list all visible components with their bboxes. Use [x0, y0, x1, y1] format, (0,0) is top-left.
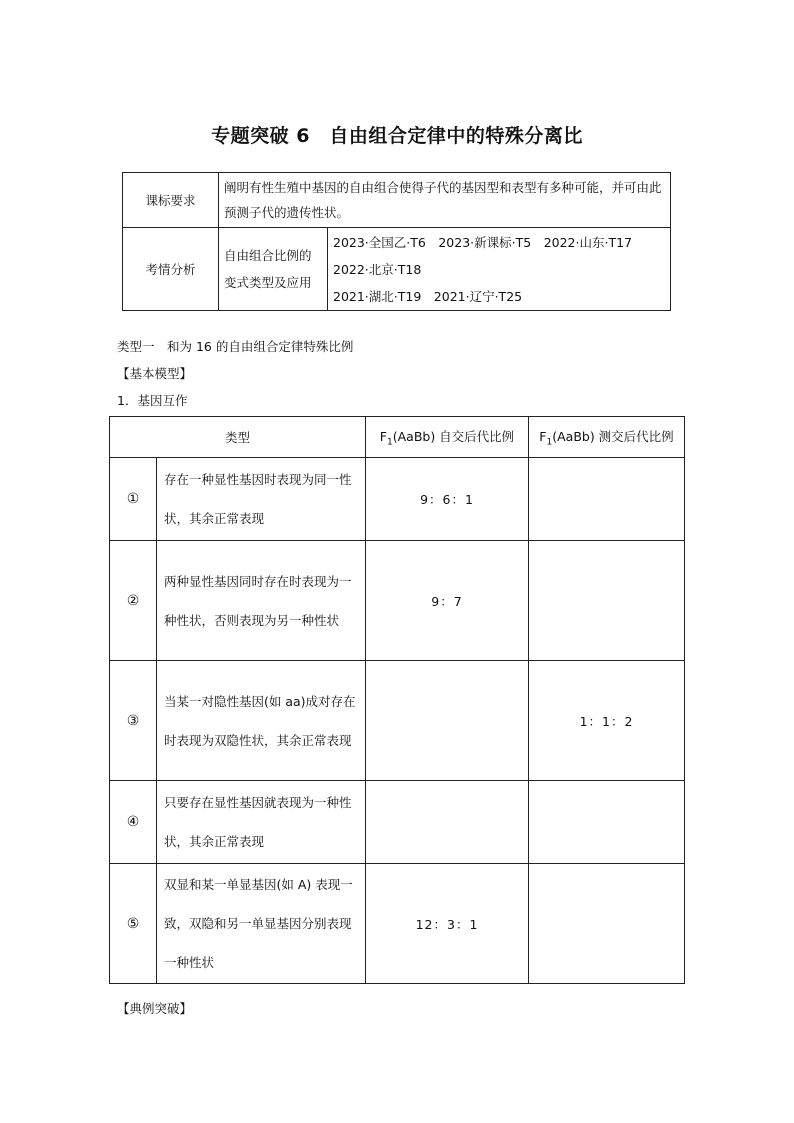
table-row — [110, 458, 685, 541]
testcross-ratio — [529, 781, 685, 864]
subsection-title: 1．基因互作 — [117, 393, 188, 408]
table-header-row — [110, 417, 685, 458]
testcross-ratio — [529, 541, 685, 661]
testcross-ratio: 1：1：2 — [529, 661, 685, 781]
analysis-row — [123, 228, 671, 311]
selfcross-ratio — [366, 661, 529, 781]
section-heading: 类型一 和为 16 的自由组合定律特殊比例 — [117, 339, 354, 354]
header-type: 类型 — [110, 417, 366, 458]
row-description: 当某一对隐性基因(如 aa)成对存在时表现为双隐性状，其余正常表现 — [157, 661, 366, 781]
basic-model-label: 【基本模型】 — [117, 366, 193, 381]
row-number: ① — [110, 458, 157, 541]
row-number: ③ — [110, 661, 157, 781]
analysis-source-line: 2022·北京·T18 — [333, 261, 422, 277]
curriculum-label: 课标要求 — [123, 173, 219, 228]
row-number: ⑤ — [110, 864, 157, 984]
row-description: 只要存在显性基因就表现为一种性状，其余正常表现 — [157, 781, 366, 864]
testcross-ratio — [529, 458, 685, 541]
curriculum-row — [123, 173, 671, 228]
header-testcross: $F_1(AaBb)$ 测交后代比例 — [529, 417, 685, 458]
row-number: ② — [110, 541, 157, 661]
gene-interaction-table — [109, 416, 685, 984]
testcross-ratio — [529, 864, 685, 984]
analysis-source-line: 2021·湖北·T19 2021·辽宁·T25 — [333, 288, 523, 304]
row-description: 存在一种显性基因时表现为同一性状，其余正常表现 — [157, 458, 366, 541]
header-selfcross: $F_1(AaBb)$ 自交后代比例 — [366, 417, 529, 458]
example-label: 【典例突破】 — [117, 1001, 193, 1016]
page-title: 专题突破 6 自由组合定律中的特殊分离比 — [211, 125, 583, 147]
row-description: 双显和某一单显基因(如 A) 表现一致，双隐和另一单显基因分别表现一种性状 — [157, 864, 366, 984]
selfcross-ratio — [366, 781, 529, 864]
row-description: 两种显性基因同时存在时表现为一种性状，否则表现为另一种性状 — [157, 541, 366, 661]
analysis-label: 考情分析 — [123, 228, 219, 311]
curriculum-text: 阐明有性生殖中基因的自由组合使得子代的基因型和表型有多种可能，并可由此预测子代的遗传性状。 — [219, 173, 671, 228]
row-number: ④ — [110, 781, 157, 864]
analysis-sources — [328, 228, 671, 311]
selfcross-ratio: 9：6：1 — [366, 458, 529, 541]
table-row — [110, 864, 685, 984]
requirements-table — [122, 172, 671, 311]
table-row — [110, 541, 685, 661]
selfcross-ratio: 12：3：1 — [366, 864, 529, 984]
selfcross-ratio: 9：7 — [366, 541, 529, 661]
table-row — [110, 781, 685, 864]
analysis-topic: 自由组合比例的变式类型及应用 — [219, 228, 328, 311]
table-row — [110, 661, 685, 781]
analysis-source-line: 2023·全国乙·T6 2023·新课标·T5 2022·山东·T17 — [333, 234, 632, 250]
